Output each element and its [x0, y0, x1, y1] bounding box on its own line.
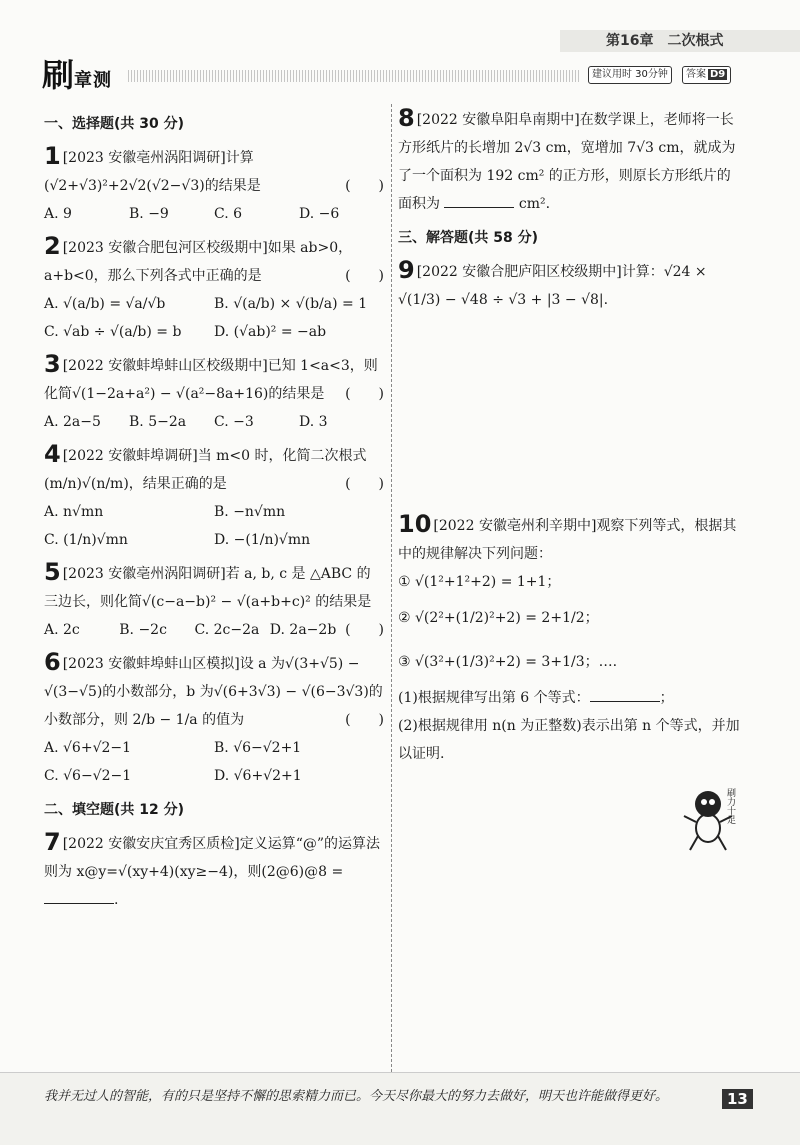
- question-2: [44, 232, 384, 346]
- option-c: C. √6−√2−1: [44, 768, 132, 784]
- answer-paren: ( ): [345, 386, 384, 402]
- mascot-caption: 刷力十足: [725, 788, 735, 824]
- equation-3: ③ √(3²+(1/3)²+2) = 3+1/3；….: [398, 654, 618, 670]
- sub-question-1: (1)根据规律写出第 6 个等式：: [398, 690, 590, 706]
- section-fill: 二、填空题(共 12 分): [44, 802, 185, 818]
- answer-page: D9: [710, 69, 726, 80]
- question-number: 1: [44, 142, 61, 170]
- question-3: [44, 350, 384, 436]
- option-a: A. √(a/b) = √a/√b: [44, 296, 166, 312]
- right-column: [398, 104, 744, 772]
- question-10: [398, 510, 744, 768]
- page-number: 13: [722, 1089, 753, 1109]
- option-d: D. 3: [299, 414, 328, 430]
- options: [44, 498, 384, 554]
- options: [44, 290, 384, 346]
- question-1: [44, 142, 384, 228]
- question-tail: cm².: [518, 196, 551, 212]
- options: [44, 616, 345, 644]
- question-number: 8: [398, 104, 415, 132]
- answer-blank[interactable]: [444, 207, 514, 208]
- answer-paren: ( ): [345, 622, 384, 638]
- question-number: 3: [44, 350, 61, 378]
- answer-badge: [682, 66, 731, 84]
- brand-big: 刷: [42, 56, 75, 94]
- question-number: 5: [44, 558, 61, 586]
- sub-question-1-end: ；: [659, 690, 674, 706]
- option-b: B. −2c: [119, 622, 167, 638]
- question-stem: [2022 安徽阜阳阜南期中]在数学课上，老师将一长方形纸片的长增加 2√3 cm，宽增加 7√3 cm，就成为了一个面积为 192 cm² 的正方形，则原长方形纸片的面积为: [398, 112, 736, 212]
- answer-paren: ( ): [345, 712, 384, 728]
- option-d: D. 2a−2b: [269, 622, 337, 638]
- equation-1: ① √(1²+1²+2) = 1+1；: [398, 574, 561, 590]
- option-a: A. n√mn: [44, 504, 104, 520]
- question-number: 10: [398, 510, 432, 538]
- answer-paren: ( ): [345, 476, 384, 492]
- option-c: C. −3: [214, 414, 254, 430]
- option-d: D. −(1/n)√mn: [214, 532, 311, 548]
- question-stem: [2022 安徽安庆宜秀区质检]定义运算“@”的运算法则为 x@y=√(xy+4)(xy≥−4)，则(2@6)@8 =: [44, 836, 381, 880]
- option-a: A. 2c: [44, 622, 80, 638]
- options: [44, 734, 384, 790]
- option-b: B. √(a/b) × √(b/a) = 1: [214, 296, 368, 312]
- question-stem: [2022 安徽蚌埠调研]当 m<0 时，化简二次根式 (m/n)√(n/m)，结果正确的是: [44, 448, 367, 492]
- question-number: 9: [398, 256, 415, 284]
- option-b: B. −n√mn: [214, 504, 286, 520]
- question-stem: [2023 安徽亳州涡阳调研]若 a, b, c 是 △ABC 的三边长，则化简√(c−a−b)² − √(a+b+c)² 的结果是: [44, 566, 372, 610]
- equation-2: ② √(2²+(1/2)²+2) = 2+1/2；: [398, 610, 599, 626]
- question-number: 7: [44, 828, 61, 856]
- question-7: [44, 828, 384, 914]
- question-tail: .: [114, 892, 119, 908]
- header-dots: [128, 70, 580, 82]
- options: [44, 408, 384, 436]
- sub-question-2: (2)根据规律用 n(n 为正整数)表示出第 n 个等式，并加以证明.: [398, 718, 740, 762]
- time-badge: 建议用时 30分钟: [588, 66, 672, 84]
- option-a: A. 9: [44, 206, 72, 222]
- page-header: [0, 0, 800, 100]
- brand-logo: [42, 50, 112, 96]
- option-b: B. 5−2a: [129, 414, 187, 430]
- option-c: C. √ab ÷ √(a/b) = b: [44, 324, 182, 340]
- chapter-title: 第16章 二次根式: [560, 30, 800, 52]
- answer-label: 答案: [686, 69, 706, 80]
- answer-blank[interactable]: [590, 701, 660, 702]
- question-stem: [2023 安徽亳州涡阳调研]计算(√2+√3)²+2√2(√2−√3)的结果是: [44, 150, 261, 194]
- question-4: [44, 440, 384, 554]
- option-a: A. 2a−5: [44, 414, 101, 430]
- option-b: B. −9: [129, 206, 169, 222]
- section-choice: 一、选择题(共 30 分): [44, 116, 185, 132]
- option-a: A. √6+√2−1: [44, 740, 132, 756]
- section-answer: 三、解答题(共 58 分): [398, 230, 539, 246]
- mascot-illustration: [676, 776, 740, 856]
- question-number: 4: [44, 440, 61, 468]
- page-footer: [0, 1072, 800, 1145]
- left-column: [44, 104, 384, 918]
- option-d: D. (√ab)² = −ab: [214, 324, 327, 340]
- answer-paren: ( ): [345, 178, 384, 194]
- question-number: 2: [44, 232, 61, 260]
- option-d: D. √6+√2+1: [214, 768, 302, 784]
- question-stem: [2023 安徽蚌埠蚌山区模拟]设 a 为√(3+√5) − √(3−√5)的小数部分，b 为√(6+3√3) − √(6−3√3)的小数部分，则 2/b − 1/a 的值为: [44, 656, 383, 728]
- question-8: [398, 104, 744, 218]
- question-stem: [2023 安徽合肥包河区校级期中]如果 ab>0，a+b<0，那么下列各式中正确的是: [44, 240, 353, 284]
- question-stem: [2022 安徽蚌埠蚌山区校级期中]已知 1<a<3，则化简√(1−2a+a²) − √(a²−8a+16)的结果是: [44, 358, 378, 402]
- answer-blank[interactable]: [44, 903, 114, 904]
- option-c: C. (1/n)√mn: [44, 532, 128, 548]
- option-d: D. −6: [299, 206, 340, 222]
- option-c: C. 6: [214, 206, 243, 222]
- question-number: 6: [44, 648, 61, 676]
- option-b: B. √6−√2+1: [214, 740, 302, 756]
- question-6: [44, 648, 384, 790]
- options: [44, 200, 384, 228]
- column-divider: [391, 104, 393, 1072]
- question-5: [44, 558, 384, 644]
- footer-quote: 我并无过人的智能，有的只是坚持不懈的思索精力而已。今天尽你最大的努力去做好，明天也许能做得更好。: [44, 1089, 669, 1104]
- question-stem: [2022 安徽亳州利辛期中]观察下列等式，根据其中的规律解决下列问题：: [398, 518, 737, 562]
- brand-small: 章测: [74, 70, 113, 91]
- option-c: C. 2c−2a: [194, 622, 260, 638]
- question-9: [398, 256, 744, 506]
- answer-paren: ( ): [345, 268, 384, 284]
- question-stem: [2022 安徽合肥庐阳区校级期中]计算：√24 × √(1/3) − √48 ÷ √3 + |3 − √8|.: [398, 264, 707, 308]
